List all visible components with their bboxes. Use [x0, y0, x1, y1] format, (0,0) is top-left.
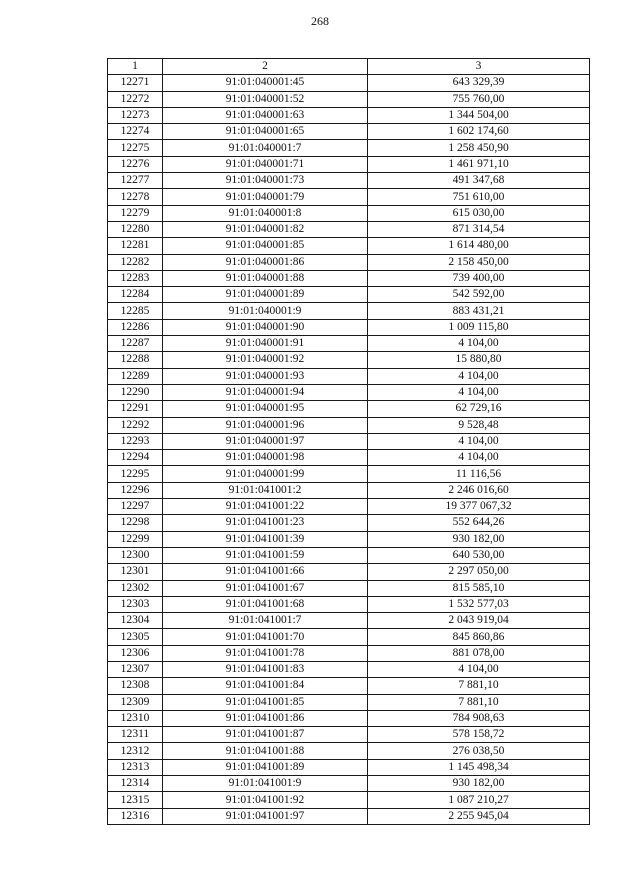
row-number-cell: 12307 — [108, 661, 163, 677]
cadastral-number-cell: 91:01:040001:91 — [163, 336, 368, 352]
value-cell: 1 258 450,90 — [368, 140, 590, 156]
cadastral-number-cell: 91:01:040001:9 — [163, 303, 368, 319]
cadastral-number-cell: 91:01:041001:85 — [163, 694, 368, 710]
row-number-cell: 12295 — [108, 466, 163, 482]
data-table — [107, 58, 590, 825]
row-number-cell: 12285 — [108, 303, 163, 319]
table-row — [108, 743, 590, 759]
value-cell: 542 592,00 — [368, 287, 590, 303]
cadastral-number-cell: 91:01:040001:85 — [163, 238, 368, 254]
table-row — [108, 352, 590, 368]
cadastral-number-cell: 91:01:041001:67 — [163, 580, 368, 596]
table-row — [108, 596, 590, 612]
row-number-cell: 12294 — [108, 450, 163, 466]
cadastral-number-cell: 91:01:040001:8 — [163, 205, 368, 221]
table-row — [108, 547, 590, 563]
value-cell: 871 314,54 — [368, 221, 590, 237]
row-number-cell: 12315 — [108, 792, 163, 808]
cadastral-number-cell: 91:01:040001:94 — [163, 384, 368, 400]
row-number-cell: 12288 — [108, 352, 163, 368]
row-number-cell: 12274 — [108, 124, 163, 140]
row-number-cell: 12306 — [108, 645, 163, 661]
cadastral-number-cell: 91:01:040001:79 — [163, 189, 368, 205]
value-cell: 739 400,00 — [368, 270, 590, 286]
row-number-cell: 12313 — [108, 759, 163, 775]
cadastral-number-cell: 91:01:040001:90 — [163, 319, 368, 335]
cadastral-number-cell: 91:01:040001:73 — [163, 173, 368, 189]
cadastral-number-cell: 91:01:040001:97 — [163, 433, 368, 449]
row-number-cell: 12299 — [108, 531, 163, 547]
table-header-row — [108, 59, 590, 75]
row-number-cell: 12280 — [108, 221, 163, 237]
row-number-cell: 12291 — [108, 401, 163, 417]
cadastral-number-cell: 91:01:040001:92 — [163, 352, 368, 368]
row-number-cell: 12281 — [108, 238, 163, 254]
cadastral-number-cell: 91:01:041001:89 — [163, 759, 368, 775]
cadastral-number-cell: 91:01:040001:96 — [163, 417, 368, 433]
value-cell: 883 431,21 — [368, 303, 590, 319]
column-header-2: 2 — [163, 59, 368, 75]
row-number-cell: 12277 — [108, 173, 163, 189]
value-cell: 930 182,00 — [368, 776, 590, 792]
table-row — [108, 727, 590, 743]
row-number-cell: 12305 — [108, 629, 163, 645]
table-row — [108, 450, 590, 466]
value-cell: 9 528,48 — [368, 417, 590, 433]
row-number-cell: 12303 — [108, 596, 163, 612]
value-cell: 2 246 016,60 — [368, 482, 590, 498]
value-cell: 845 860,86 — [368, 629, 590, 645]
table-row — [108, 401, 590, 417]
value-cell: 4 104,00 — [368, 336, 590, 352]
value-cell: 15 880,80 — [368, 352, 590, 368]
table-row — [108, 808, 590, 824]
cadastral-number-cell: 91:01:040001:63 — [163, 107, 368, 123]
value-cell: 4 104,00 — [368, 433, 590, 449]
table-body — [108, 75, 590, 825]
cadastral-number-cell: 91:01:041001:22 — [163, 499, 368, 515]
table-row — [108, 613, 590, 629]
row-number-cell: 12309 — [108, 694, 163, 710]
cadastral-number-cell: 91:01:041001:78 — [163, 645, 368, 661]
cadastral-number-cell: 91:01:041001:39 — [163, 531, 368, 547]
row-number-cell: 12275 — [108, 140, 163, 156]
table-row — [108, 221, 590, 237]
cadastral-number-cell: 91:01:041001:7 — [163, 613, 368, 629]
cadastral-number-cell: 91:01:041001:97 — [163, 808, 368, 824]
row-number-cell: 12272 — [108, 91, 163, 107]
table-row — [108, 140, 590, 156]
value-cell: 1 614 480,00 — [368, 238, 590, 254]
table-row — [108, 433, 590, 449]
table-row — [108, 580, 590, 596]
row-number-cell: 12311 — [108, 727, 163, 743]
value-cell: 552 644,26 — [368, 515, 590, 531]
column-header-3: 3 — [368, 59, 590, 75]
table-row — [108, 417, 590, 433]
row-number-cell: 12287 — [108, 336, 163, 352]
value-cell: 276 038,50 — [368, 743, 590, 759]
page-number: 268 — [311, 14, 329, 28]
cadastral-number-cell: 91:01:041001:88 — [163, 743, 368, 759]
value-cell: 62 729,16 — [368, 401, 590, 417]
value-cell: 578 158,72 — [368, 727, 590, 743]
value-cell: 7 881,10 — [368, 694, 590, 710]
table-row — [108, 776, 590, 792]
cadastral-number-cell: 91:01:041001:2 — [163, 482, 368, 498]
cadastral-number-cell: 91:01:040001:65 — [163, 124, 368, 140]
value-cell: 4 104,00 — [368, 368, 590, 384]
value-cell: 1 087 210,27 — [368, 792, 590, 808]
row-number-cell: 12279 — [108, 205, 163, 221]
row-number-cell: 12289 — [108, 368, 163, 384]
row-number-cell: 12290 — [108, 384, 163, 400]
value-cell: 2 158 450,00 — [368, 254, 590, 270]
row-number-cell: 12316 — [108, 808, 163, 824]
value-cell: 4 104,00 — [368, 384, 590, 400]
table-row — [108, 91, 590, 107]
table-row — [108, 466, 590, 482]
cadastral-number-cell: 91:01:040001:88 — [163, 270, 368, 286]
value-cell: 1 009 115,80 — [368, 319, 590, 335]
value-cell: 2 043 919,04 — [368, 613, 590, 629]
cadastral-number-cell: 91:01:040001:95 — [163, 401, 368, 417]
table-row — [108, 205, 590, 221]
cadastral-number-cell: 91:01:040001:82 — [163, 221, 368, 237]
value-cell: 640 530,00 — [368, 547, 590, 563]
row-number-cell: 12310 — [108, 710, 163, 726]
cadastral-number-cell: 91:01:040001:89 — [163, 287, 368, 303]
table-row — [108, 238, 590, 254]
row-number-cell: 12314 — [108, 776, 163, 792]
table-row — [108, 173, 590, 189]
table-row — [108, 645, 590, 661]
table-row — [108, 124, 590, 140]
row-number-cell: 12304 — [108, 613, 163, 629]
cadastral-number-cell: 91:01:041001:68 — [163, 596, 368, 612]
table-row — [108, 156, 590, 172]
cadastral-number-cell: 91:01:041001:84 — [163, 678, 368, 694]
cadastral-number-cell: 91:01:041001:87 — [163, 727, 368, 743]
table-row — [108, 694, 590, 710]
row-number-cell: 12282 — [108, 254, 163, 270]
cadastral-number-cell: 91:01:040001:86 — [163, 254, 368, 270]
value-cell: 751 610,00 — [368, 189, 590, 205]
cadastral-number-cell: 91:01:041001:83 — [163, 661, 368, 677]
row-number-cell: 12276 — [108, 156, 163, 172]
table-row — [108, 629, 590, 645]
cadastral-number-cell: 91:01:040001:99 — [163, 466, 368, 482]
value-cell: 815 585,10 — [368, 580, 590, 596]
table-row — [108, 564, 590, 580]
cadastral-number-cell: 91:01:041001:9 — [163, 776, 368, 792]
value-cell: 2 297 050,00 — [368, 564, 590, 580]
value-cell: 11 116,56 — [368, 466, 590, 482]
row-number-cell: 12293 — [108, 433, 163, 449]
value-cell: 1 344 504,00 — [368, 107, 590, 123]
table-row — [108, 287, 590, 303]
value-cell: 1 461 971,10 — [368, 156, 590, 172]
table-row — [108, 319, 590, 335]
table-row — [108, 759, 590, 775]
value-cell: 615 030,00 — [368, 205, 590, 221]
cadastral-number-cell: 91:01:041001:23 — [163, 515, 368, 531]
row-number-cell: 12297 — [108, 499, 163, 515]
cadastral-number-cell: 91:01:041001:59 — [163, 547, 368, 563]
table-row — [108, 75, 590, 91]
row-number-cell: 12298 — [108, 515, 163, 531]
value-cell: 4 104,00 — [368, 661, 590, 677]
value-cell: 4 104,00 — [368, 450, 590, 466]
value-cell: 1 532 577,03 — [368, 596, 590, 612]
cadastral-number-cell: 91:01:041001:66 — [163, 564, 368, 580]
cadastral-number-cell: 91:01:040001:7 — [163, 140, 368, 156]
row-number-cell: 12301 — [108, 564, 163, 580]
value-cell: 2 255 945,04 — [368, 808, 590, 824]
value-cell: 7 881,10 — [368, 678, 590, 694]
value-cell: 755 760,00 — [368, 91, 590, 107]
value-cell: 784 908,63 — [368, 710, 590, 726]
row-number-cell: 12312 — [108, 743, 163, 759]
table-row — [108, 270, 590, 286]
value-cell: 643 329,39 — [368, 75, 590, 91]
table-row — [108, 531, 590, 547]
row-number-cell: 12308 — [108, 678, 163, 694]
table-row — [108, 515, 590, 531]
table-row — [108, 107, 590, 123]
row-number-cell: 12286 — [108, 319, 163, 335]
value-cell: 930 182,00 — [368, 531, 590, 547]
row-number-cell: 12300 — [108, 547, 163, 563]
cadastral-number-cell: 91:01:041001:92 — [163, 792, 368, 808]
table-row — [108, 189, 590, 205]
cadastral-number-cell: 91:01:040001:45 — [163, 75, 368, 91]
value-cell: 491 347,68 — [368, 173, 590, 189]
cadastral-number-cell: 91:01:040001:71 — [163, 156, 368, 172]
table-row — [108, 499, 590, 515]
cadastral-number-cell: 91:01:040001:93 — [163, 368, 368, 384]
row-number-cell: 12278 — [108, 189, 163, 205]
table-row — [108, 368, 590, 384]
row-number-cell: 12296 — [108, 482, 163, 498]
value-cell: 1 145 498,34 — [368, 759, 590, 775]
cadastral-number-cell: 91:01:040001:98 — [163, 450, 368, 466]
cadastral-number-cell: 91:01:040001:52 — [163, 91, 368, 107]
row-number-cell: 12273 — [108, 107, 163, 123]
row-number-cell: 12284 — [108, 287, 163, 303]
row-number-cell: 12292 — [108, 417, 163, 433]
table-row — [108, 792, 590, 808]
table-row — [108, 303, 590, 319]
table-row — [108, 336, 590, 352]
table-row — [108, 482, 590, 498]
table-row — [108, 678, 590, 694]
value-cell: 881 078,00 — [368, 645, 590, 661]
row-number-cell: 12283 — [108, 270, 163, 286]
table-row — [108, 661, 590, 677]
table-row — [108, 384, 590, 400]
table-row — [108, 710, 590, 726]
table-row — [108, 254, 590, 270]
value-cell: 1 602 174,60 — [368, 124, 590, 140]
cadastral-number-cell: 91:01:041001:86 — [163, 710, 368, 726]
value-cell: 19 377 067,32 — [368, 499, 590, 515]
row-number-cell: 12271 — [108, 75, 163, 91]
column-header-1: 1 — [108, 59, 163, 75]
cadastral-number-cell: 91:01:041001:70 — [163, 629, 368, 645]
row-number-cell: 12302 — [108, 580, 163, 596]
